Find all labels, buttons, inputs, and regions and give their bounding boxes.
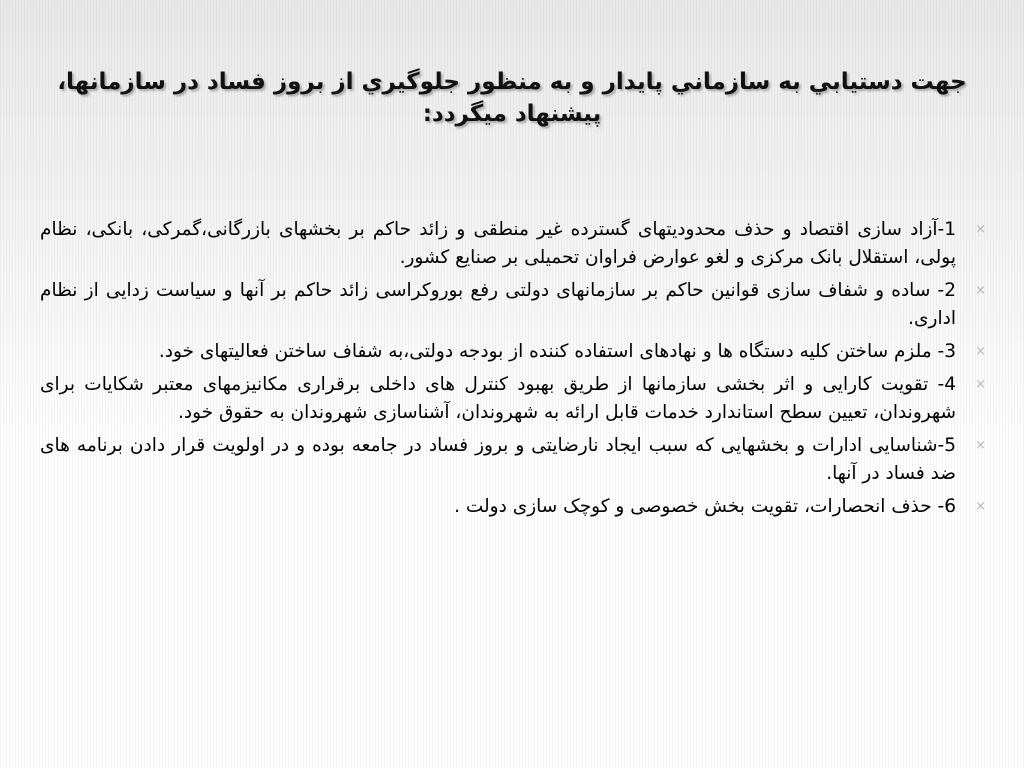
list-item-text: 3- ملزم ساختن کلیه دستگاه ها و نهادهای استفاده کننده از بودجه دولتی،به شفاف ساختن فعالیتهای خود. <box>158 341 956 362</box>
bullet-x-icon: × <box>975 438 986 453</box>
bullet-x-icon: × <box>975 344 986 359</box>
bullet-x-icon: × <box>975 222 986 237</box>
list-item <box>40 216 986 272</box>
list-item <box>40 277 986 333</box>
bullet-x-icon: × <box>975 377 986 392</box>
list-item <box>40 493 986 521</box>
slide-title: جهت دستيابي به سازماني پايدار و به منظور جلوگيري از بروز فساد در سازمانها، پیشنهاد میگردد: <box>57 69 967 127</box>
bullet-x-icon: × <box>975 283 986 298</box>
list-item <box>40 371 986 427</box>
list-item <box>40 432 986 488</box>
list-item <box>40 338 986 366</box>
bullet-x-icon: × <box>975 499 986 514</box>
list-item-text: 6- حذف انحصارات، تقویت بخش خصوصی و کوچک سازی دولت . <box>454 496 956 517</box>
list-item-text: 2- ساده و شفاف سازی قوانین حاکم بر سازمانهای دولتی رفع بوروکراسی زائد حاکم بر آنها و سیاست زدایی از نظام اداری. <box>40 280 956 329</box>
list-item-text: 1-آزاد سازی اقتصاد و حذف محدودیتهای گسترده غیر منطقی و زائد حاکم بر بخشهای بازرگانی،گمرکی، بانکی، نظام پولی، استقلال بانک مرکزی و لغو عوارض فراوان تحمیلی بر صنایع کشور. <box>40 219 956 268</box>
list-item-text: 4- تقویت کارایی و اثر بخشی سازمانها از طریق بهبود کنترل های داخلی برقراری مکانیزمهای معتبر شکایات برای شهروندان، تعیین سطح استاندارد خدمات قابل ارائه به شهروندان، آشناسازی شهروندان به حقوق خود. <box>40 374 956 423</box>
bullet-list <box>40 216 986 526</box>
list-item-text: 5-شناسایی ادارات و بخشهایی که سبب ایجاد نارضایتی و بروز فساد در جامعه بوده و در اولویت قرار دادن برنامه های ضد فساد در آنها. <box>40 435 956 484</box>
